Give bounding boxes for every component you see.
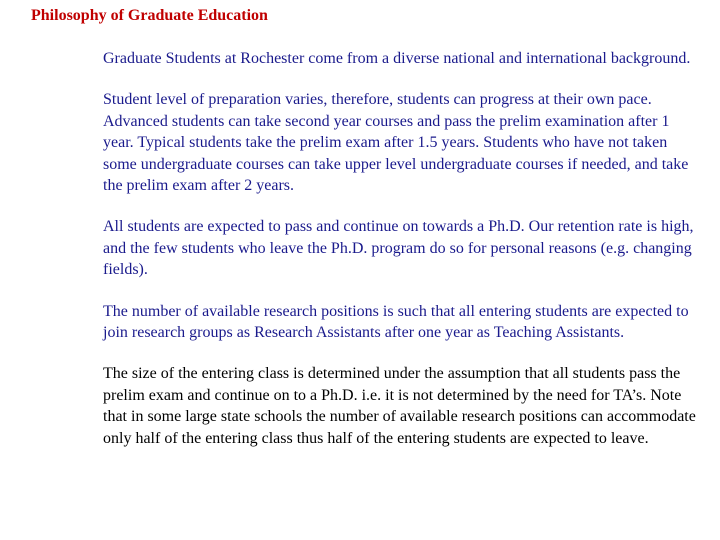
paragraph-background: Graduate Students at Rochester come from a diverse national and international background. [103, 50, 691, 67]
paragraph-preparation: Student level of preparation varies, therefore, students can progress at their own pace. Advanced students can take second year courses and pass the prelim examination after 1 year. Typical students take the prelim exam after 1.5 years. Students who have not taken some undergraduate courses can take upper level undergraduate courses if needed, and take the prelim exam after 2 years. [103, 91, 689, 195]
slide-title: Philosophy of Graduate Education [31, 7, 268, 24]
paragraph-retention: All students are expected to pass and continue on towards a Ph.D. Our retention rate is high, and the few students who leave the Ph.D. program do so for personal reasons (e.g. changing fields). [103, 218, 694, 279]
slide-body [103, 48, 703, 469]
paragraph-class-size: The size of the entering class is determined under the assumption that all students pass the prelim exam and continue on to a Ph.D. i.e. it is not determined by the need for TA’s. Note that in some large state schools the number of available research positions can accommodate only half of the entering class thus half of the entering students are expected to leave. [103, 365, 696, 447]
paragraph-research-positions: The number of available research positions is such that all entering students are expected to join research groups as Research Assistants after one year as Teaching Assistants. [103, 302, 689, 342]
